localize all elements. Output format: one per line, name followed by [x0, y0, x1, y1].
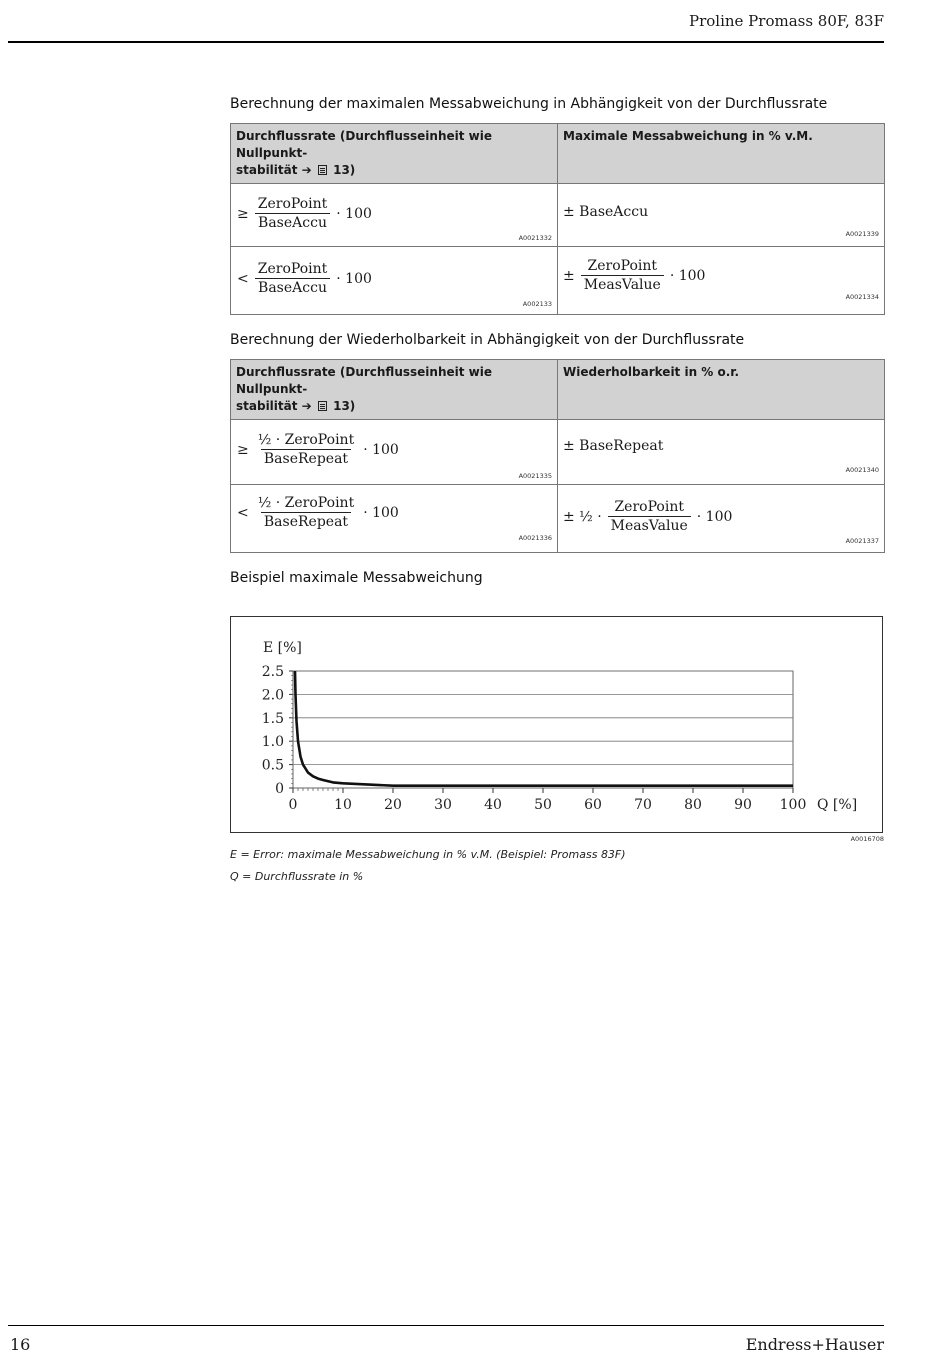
y-tick-label: 2.0 — [261, 687, 284, 704]
multiplier: · 100 — [696, 508, 733, 525]
numerator: ½ · ZeroPoint — [257, 432, 355, 448]
numerator: ZeroPoint — [257, 261, 328, 277]
formula-code: A0021336 — [518, 534, 552, 542]
fraction — [581, 258, 664, 293]
error-curve-chart — [231, 617, 882, 832]
formula-code: A0021340 — [845, 466, 879, 474]
operator: ≥ — [237, 205, 249, 222]
header-text: stabilität ➔ — [236, 163, 312, 177]
table-cell-result — [558, 247, 885, 315]
formula-code: A002133 — [522, 300, 552, 308]
y-axis-label: E [%] — [263, 640, 302, 656]
y-tick-label: 0.5 — [261, 757, 284, 774]
plot-frame — [293, 671, 793, 788]
multiplier: · 100 — [363, 504, 399, 521]
result-formula: ± BaseAccu — [563, 204, 649, 220]
figure-code: A0016708 — [850, 835, 884, 843]
x-tick-label: 40 — [484, 797, 502, 813]
fraction — [255, 261, 331, 296]
x-tick-label: 70 — [634, 797, 652, 813]
formula-code: A0021339 — [845, 230, 879, 238]
header-text: Durchflussrate (Durchflusseinheit wie Nullpunkt- — [236, 129, 492, 160]
numerator: ½ · ZeroPoint — [257, 495, 355, 511]
document-header-title: Proline Promass 80F, 83F — [688, 12, 884, 30]
footer-rule — [8, 1325, 884, 1326]
repeatability-table — [230, 359, 885, 553]
document-icon — [318, 165, 327, 175]
table-header-max-error: Maximale Messabweichung in % v.M. — [558, 124, 885, 184]
multiplier: · 100 — [336, 205, 372, 222]
max-error-table — [230, 123, 885, 315]
numerator: ZeroPoint — [614, 499, 684, 515]
y-tick-label: 2.5 — [261, 664, 284, 680]
caption-flow-rate: Q = Durchflussrate in % — [230, 870, 364, 883]
section-title-example: Beispiel maximale Messabweichung — [230, 570, 483, 586]
multiplier: · 100 — [336, 270, 372, 287]
x-tick-label: 0 — [288, 797, 298, 813]
y-tick-label: 1.5 — [261, 710, 284, 727]
header-text: Durchflussrate (Durchflusseinheit wie Nullpunkt- — [236, 365, 492, 396]
x-tick-label: 30 — [434, 797, 452, 813]
footer-brand: Endress+Hauser — [745, 1335, 884, 1354]
section-title-max-error: Berechnung der maximalen Messabweichung in Abhängigkeit von der Durchflussrate — [230, 96, 828, 112]
formula-code: A0021335 — [518, 472, 552, 480]
section-title-repeatability: Berechnung der Wiederholbarkeit in Abhängigkeit von der Durchflussrate — [230, 332, 745, 348]
header-rule — [8, 41, 884, 43]
table-cell-condition — [231, 420, 558, 485]
y-tick-label: 0 — [275, 781, 284, 797]
formula-code: A0021332 — [518, 234, 552, 242]
page-reference: 13) — [333, 399, 356, 413]
x-tick-label: 50 — [534, 797, 552, 813]
table-cell-result — [558, 485, 885, 553]
x-tick-label: 80 — [684, 797, 702, 813]
x-tick-label: 100 — [779, 797, 807, 813]
fraction — [255, 196, 331, 231]
x-tick-label: 90 — [734, 797, 752, 813]
denominator: BaseRepeat — [261, 512, 351, 530]
denominator: MeasValue — [608, 516, 691, 534]
caption-error: E = Error: maximale Messabweichung in % v.M. (Beispiel: Promass 83F) — [230, 848, 626, 861]
fraction — [255, 495, 357, 530]
error-curve — [295, 671, 793, 786]
formula-code: A0021337 — [845, 537, 879, 545]
document-icon — [318, 401, 327, 411]
operator: < — [237, 270, 249, 287]
table-header-flow-rate — [231, 360, 558, 420]
table-cell-condition — [231, 247, 558, 315]
result-prefix: ± — [563, 267, 575, 284]
denominator: BaseAccu — [255, 278, 330, 296]
table-header-flow-rate — [231, 124, 558, 184]
page-reference: 13) — [333, 163, 356, 177]
denominator: BaseRepeat — [261, 449, 351, 467]
fraction — [255, 432, 357, 467]
x-tick-label: 10 — [334, 797, 352, 813]
multiplier: · 100 — [363, 441, 399, 458]
result-formula: ± BaseRepeat — [563, 438, 664, 454]
chart-frame — [230, 616, 883, 833]
denominator: MeasValue — [581, 275, 664, 293]
operator: < — [237, 504, 249, 521]
numerator: ZeroPoint — [257, 196, 328, 212]
formula-code: A0021334 — [845, 293, 879, 301]
denominator: BaseAccu — [255, 213, 330, 231]
table-cell-condition — [231, 485, 558, 553]
fraction — [608, 499, 691, 534]
table-header-repeatability: Wiederholbarkeit in % o.r. — [558, 360, 885, 420]
table-cell-result — [558, 420, 885, 485]
numerator: ZeroPoint — [587, 258, 658, 274]
table-cell-condition — [231, 184, 558, 247]
x-axis-label: Q [%] — [817, 797, 858, 813]
page-number: 16 — [10, 1335, 31, 1354]
table-cell-result — [558, 184, 885, 247]
operator: ≥ — [237, 441, 249, 458]
x-tick-label: 20 — [384, 797, 402, 813]
header-text: stabilität ➔ — [236, 399, 312, 413]
x-tick-label: 60 — [584, 797, 602, 813]
y-tick-label: 1.0 — [261, 734, 284, 751]
multiplier: · 100 — [669, 267, 706, 284]
result-prefix: ± ½ · — [563, 508, 602, 525]
